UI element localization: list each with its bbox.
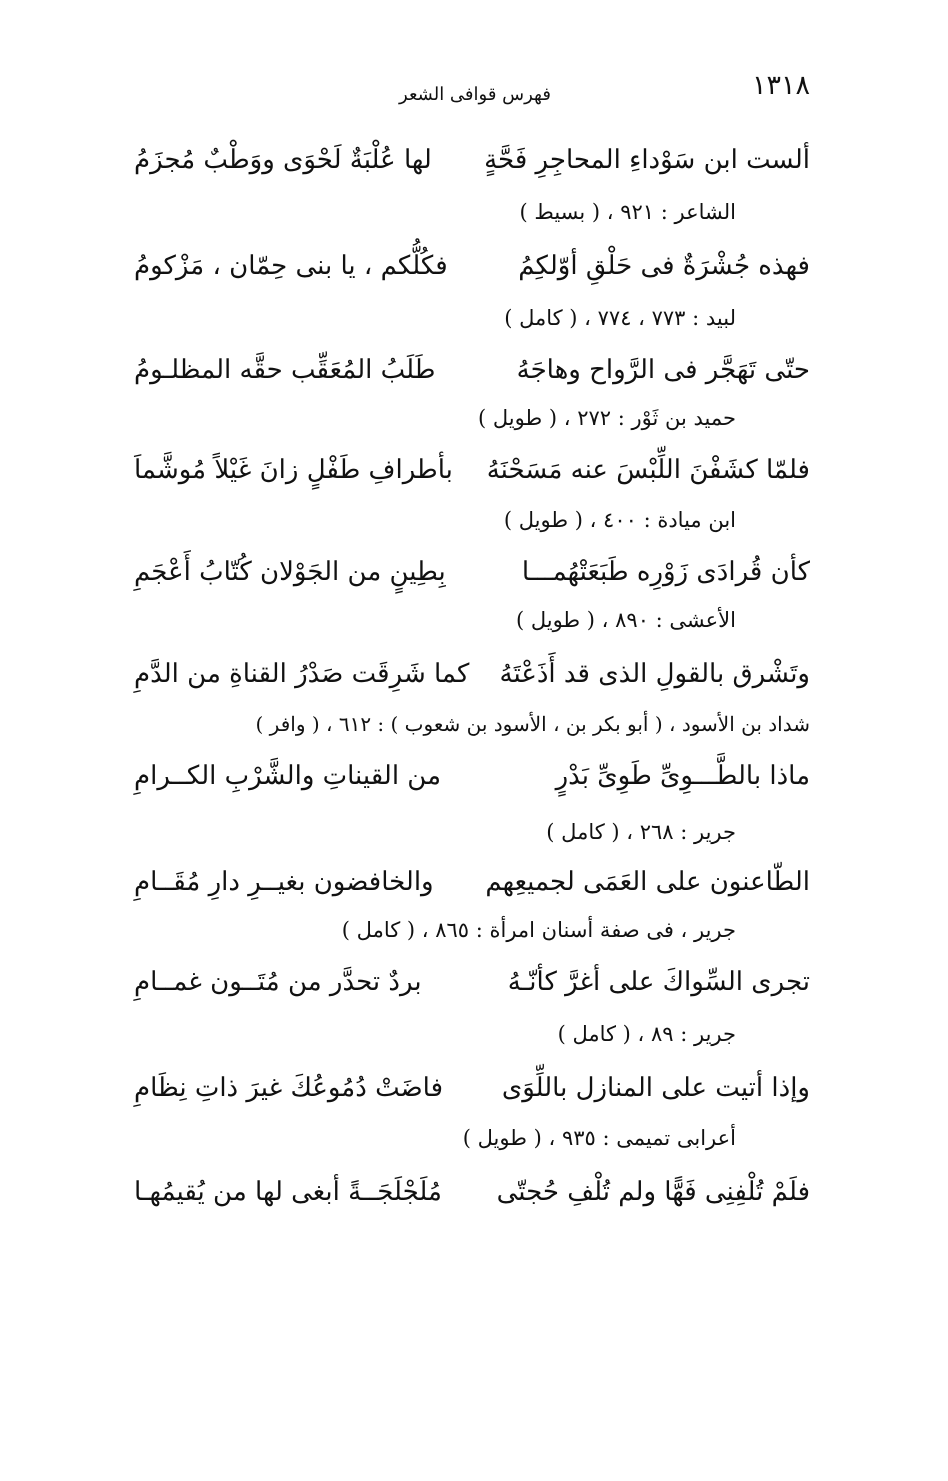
second-hemistich: والخافضون بغيــرِ دارِ مُقَــامِ bbox=[134, 867, 434, 897]
verse-line bbox=[134, 1064, 810, 1112]
first-hemistich: ألست ابن سَوْداءِ المحاجِرِ فَحَّةٍ bbox=[484, 145, 810, 175]
poet-attribution: أعرابى تميمى : ٩٣٥ ، ( طويل ) bbox=[462, 1126, 736, 1150]
second-hemistich: مُلَجْلَجَــةً أبغى لها من يُقيمُهـا bbox=[134, 1177, 442, 1207]
poet-attribution: الشاعر : ٩٢١ ، ( بسيط ) bbox=[519, 200, 736, 224]
second-hemistich: فاضَتْ دُمُوعُكَ غيرَ ذاتِ نِظَامِ bbox=[134, 1073, 444, 1103]
verse-line bbox=[134, 650, 810, 698]
second-hemistich: طَلَبُ المُعَقِّب حقَّه المظلـومُ bbox=[134, 355, 436, 385]
first-hemistich: حتّى تَهَجَّر فى الرَّواح وهاجَهُ bbox=[516, 355, 810, 385]
verse-line bbox=[134, 858, 810, 906]
verse-line bbox=[134, 242, 810, 290]
poet-attribution: جرير : ٢٦٨ ، ( كامل ) bbox=[546, 820, 736, 844]
page-number: ١٣١٨ bbox=[751, 70, 810, 101]
first-hemistich: فلمّا كشَفْنَ اللِّبْسَ عنه مَسَحْنَهُ bbox=[486, 455, 810, 485]
first-hemistich: فهذه جُشْرَةٌ فى حَلْقِ أوّلكِمُ bbox=[518, 251, 810, 281]
second-hemistich: من القيناتِ والشَّرْبِ الكــرامِ bbox=[134, 761, 442, 791]
verse-line bbox=[134, 548, 810, 596]
second-hemistich: لها عُلْبَةٌ لَحْوَى ووَطْبٌ مُجزَمُ bbox=[134, 145, 432, 175]
poet-attribution: ابن ميادة : ٤٠٠ ، ( طويل ) bbox=[503, 508, 736, 532]
verse-line bbox=[134, 958, 810, 1006]
page-header bbox=[140, 70, 810, 110]
first-hemistich: وتَشْرق بالقولِ الذى قد أَذَعْتَهُ bbox=[499, 659, 810, 689]
poet-attribution: حميد بن ثَوْر : ٢٧٢ ، ( طويل ) bbox=[478, 406, 736, 430]
second-hemistich: كما شَرِقَت صَدْرُ القناةِ من الدَّمِ bbox=[134, 659, 470, 689]
first-hemistich: فلَمْ تُلْفِنِى فَهًّا ولم تُلْفِ حُجتّى bbox=[496, 1177, 810, 1207]
poet-attribution: لبيد : ٧٧٣ ، ٧٧٤ ، ( كامل ) bbox=[504, 306, 736, 330]
poet-attribution: جرير : ٨٩ ، ( كامل ) bbox=[557, 1022, 736, 1046]
first-hemistich: كأن قُرادَى زَوْرِه طَبَعَتْهُمـــا bbox=[521, 557, 810, 587]
verse-line bbox=[134, 136, 810, 184]
second-hemistich: بِطِينٍ من الجَوْلان كُتّابُ أَعْجَمِ bbox=[134, 557, 446, 587]
verse-line bbox=[134, 346, 810, 394]
second-hemistich: فكُلُّكم ، يا بنى حِمّان ، مَزْكومُ bbox=[134, 251, 448, 281]
poet-attribution: شداد بن الأسود ، ( أبو بكر بن ، الأسود بن شعوب ) : ٦١٢ ، ( وافر ) bbox=[255, 712, 810, 736]
first-hemistich: تجرى السِّواكَ على أغرَّ كأنّـهُ bbox=[507, 967, 810, 997]
first-hemistich: وإذا أتيت على المنازل باللِّوَى bbox=[501, 1073, 810, 1103]
verse-line bbox=[134, 446, 810, 494]
second-hemistich: بأطرافِ طَفْلٍ زانَ غَيْلاً مُوشَّماَ bbox=[134, 455, 453, 485]
running-title: فهرس قوافى الشعر bbox=[399, 84, 551, 105]
second-hemistich: بردٌ تحدَّر من مُتَــون غمــامِ bbox=[134, 967, 422, 997]
verse-line bbox=[134, 752, 810, 800]
poet-attribution: الأعشى : ٨٩٠ ، ( طويل ) bbox=[515, 608, 736, 632]
verse-line bbox=[134, 1168, 810, 1216]
first-hemistich: ماذا بالطَّـــوِىِّ طَوِىِّ بَدْرٍ bbox=[555, 761, 810, 791]
first-hemistich: الطّاعنون على العَمَى لجميعِهم bbox=[485, 867, 810, 897]
poet-attribution: جرير ، فى صفة أسنان امرأة : ٨٦٥ ، ( كامل ) bbox=[341, 918, 736, 942]
